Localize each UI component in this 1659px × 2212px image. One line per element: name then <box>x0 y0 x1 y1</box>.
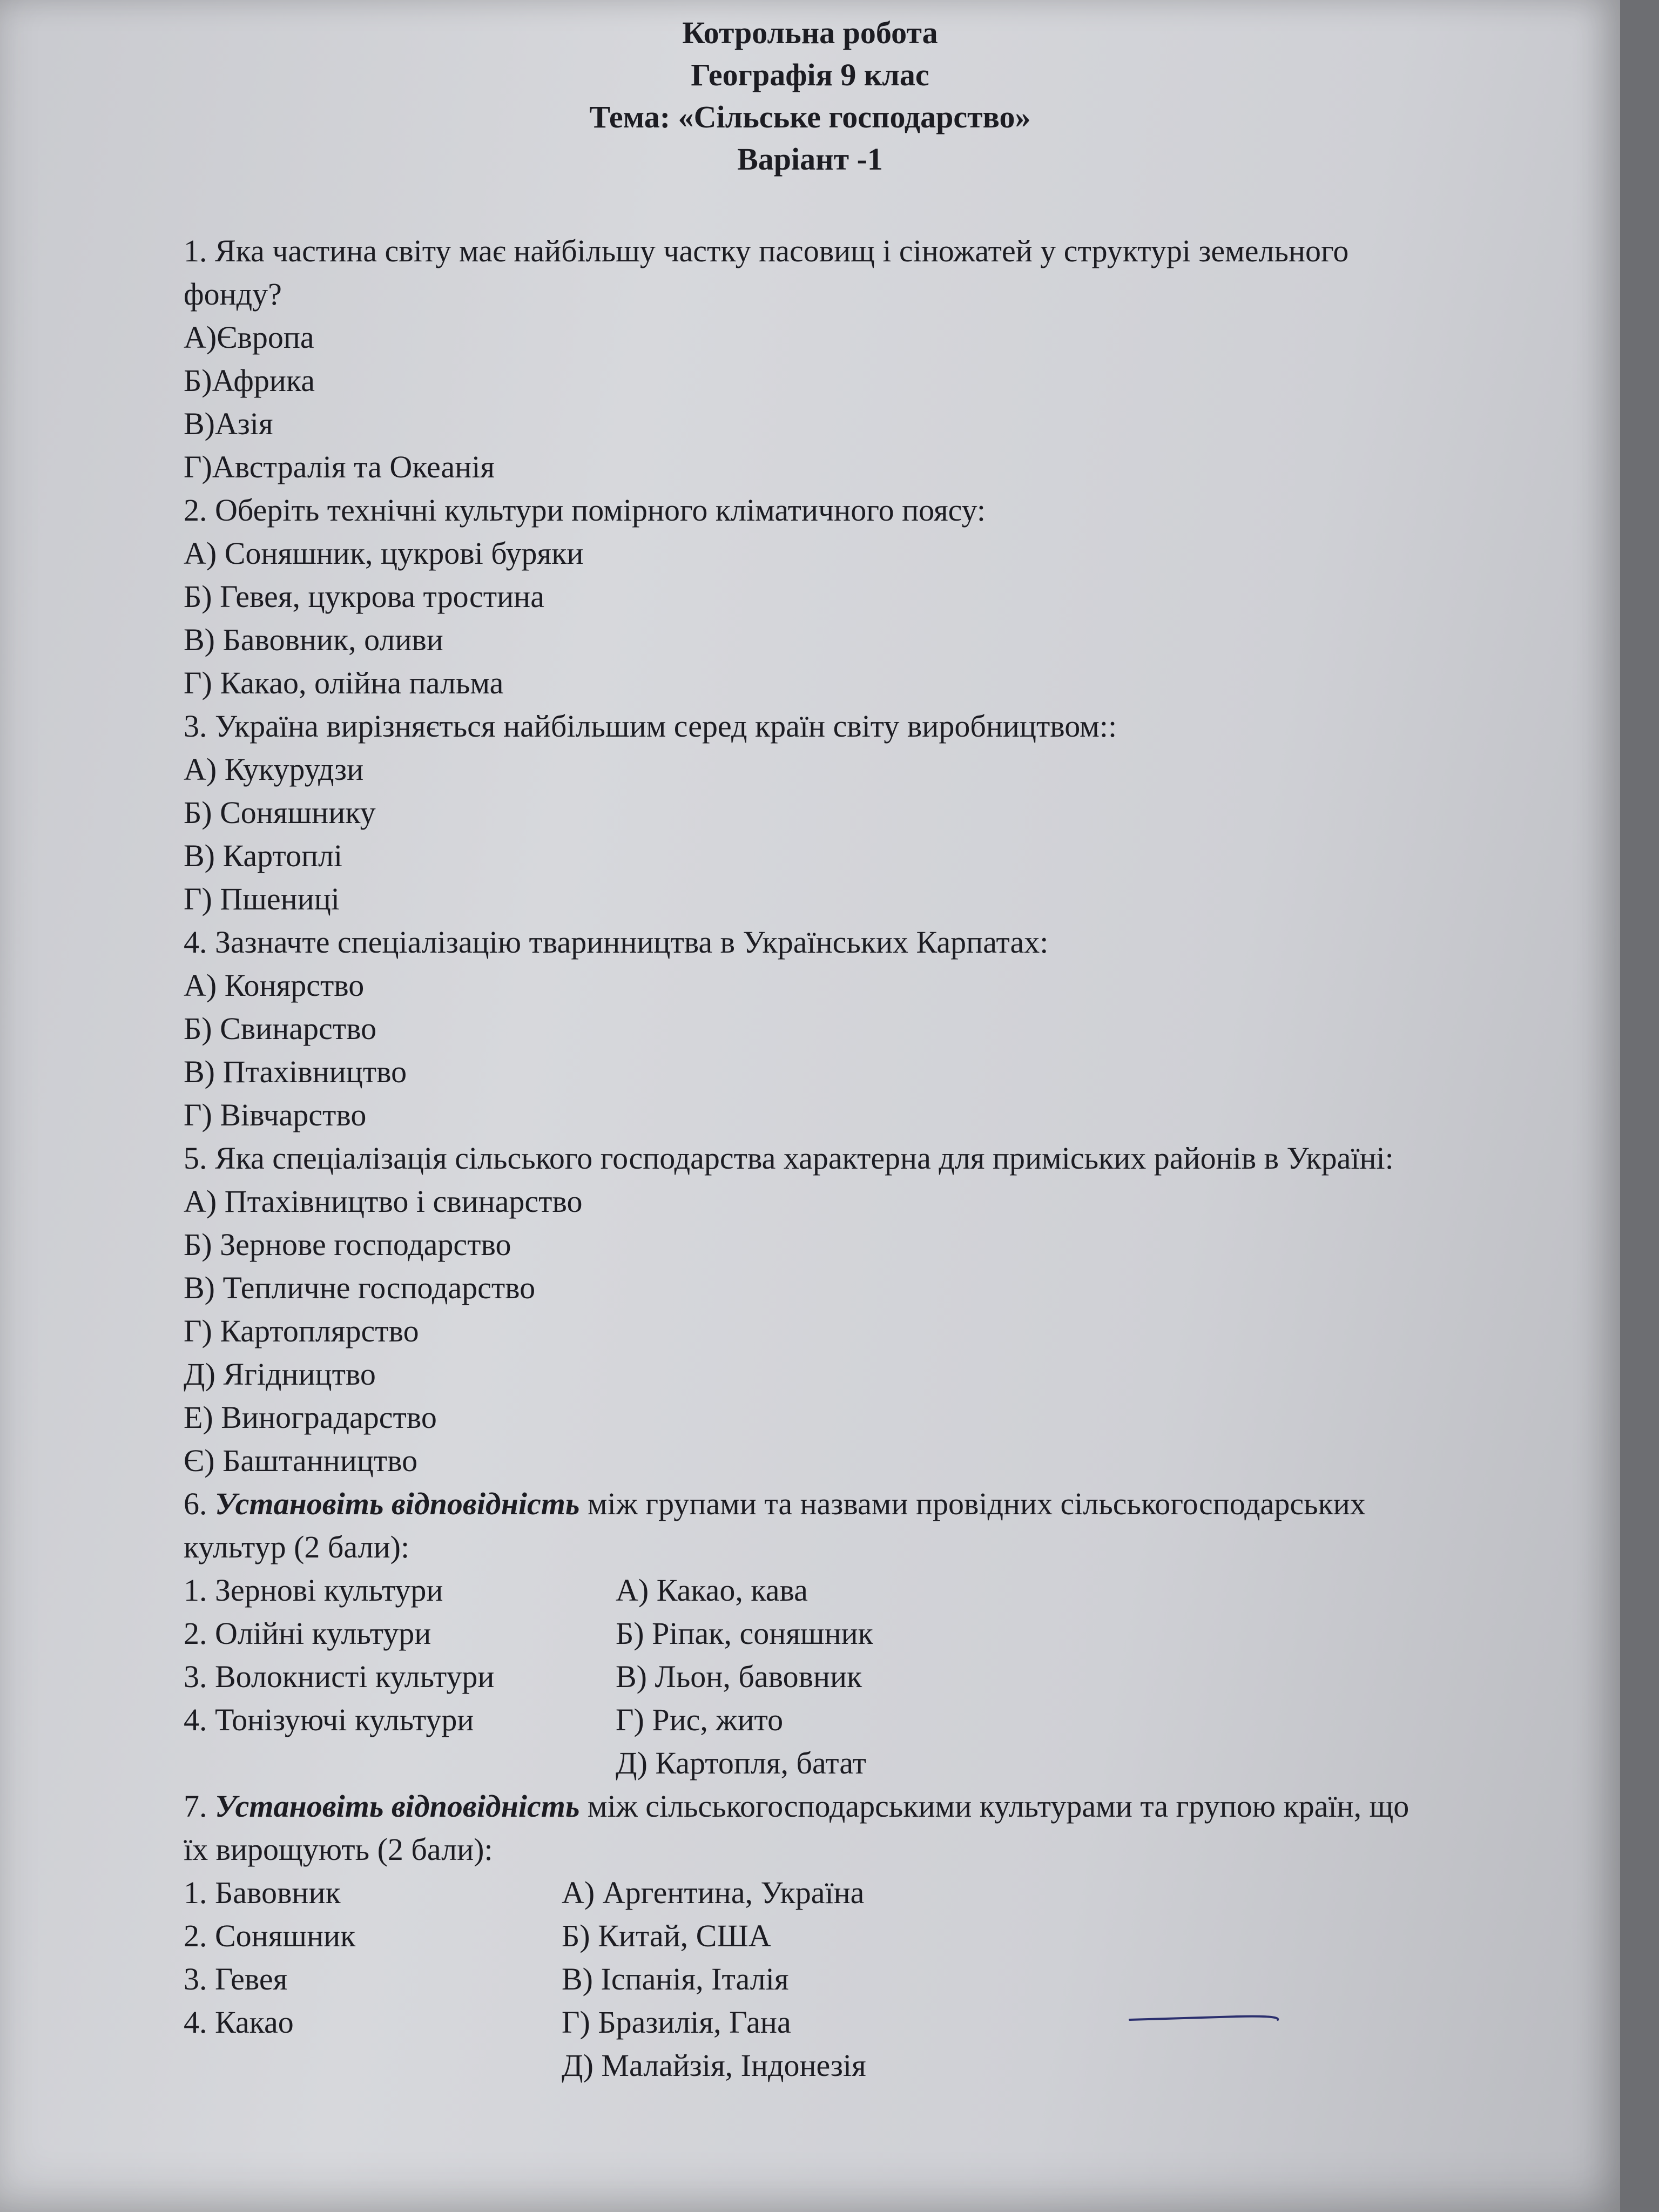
question-7-right-e: Д) Малайзія, Індонезія <box>562 2048 866 2083</box>
pen-stroke-mark <box>1129 2013 1280 2024</box>
question-6-emphasis: Установіть відповідність <box>215 1486 580 1521</box>
question-1-option-d: Г)Австралія та Океанія <box>184 449 495 484</box>
question-1-option-a: А)Європа <box>184 320 314 355</box>
question-1-text: 1. Яка частина світу має найбільшу частку пасовищ і сіножатей у структурі земельного фонду? <box>184 233 1349 312</box>
question-6-right-e: Д) Картопля, батат <box>616 1745 866 1781</box>
question-2-text: 2. Оберіть технічні культури помірного кліматичного поясу: <box>184 493 986 528</box>
question-6-rest: між групами та назвами провідних сільськогосподарських культур (2 бали): <box>184 1486 1366 1564</box>
variant-line: Варіант -1 <box>737 141 883 177</box>
question-7-right-a: А) Аргентина, Україна <box>562 1875 865 1910</box>
document-header <box>0 12 1620 180</box>
topic-line: Тема: «Сільське господарство» <box>589 99 1031 134</box>
question-6-number: 6. <box>184 1486 207 1521</box>
question-2-option-b: Б) Гевея, цукрова тростина <box>184 579 544 614</box>
question-6-right-b: Б) Ріпак, соняшник <box>616 1616 873 1651</box>
question-5-option-f: Е) Виноградарство <box>184 1400 437 1435</box>
question-2-option-a: А) Соняшник, цукрові буряки <box>184 536 584 571</box>
question-3-option-c: В) Картоплі <box>184 838 343 873</box>
question-7-left-4: 4. Какао <box>184 2005 294 2040</box>
question-5-option-e: Д) Ягідництво <box>184 1357 376 1392</box>
questions-body <box>184 230 1426 2087</box>
question-6-left-4: 4. Тонізуючі культури <box>184 1702 474 1737</box>
question-6-left-3: 3. Волокнисті культури <box>184 1659 495 1694</box>
question-6-right-c: В) Льон, бавовник <box>616 1659 862 1694</box>
question-6-right-a: А) Какао, кава <box>616 1573 808 1608</box>
question-7-right-c: В) Іспанія, Італія <box>562 1961 789 1997</box>
question-6-right-d: Г) Рис, жито <box>616 1702 784 1737</box>
question-3-option-a: А) Кукурудзи <box>184 752 364 787</box>
question-6-matching <box>184 1569 1426 1785</box>
question-7-right-b: Б) Китай, США <box>562 1918 771 1953</box>
question-7-right-d: Г) Бразилія, Гана <box>562 2005 791 2040</box>
question-2-option-c: В) Бавовник, оливи <box>184 622 443 657</box>
question-7-left-2: 2. Соняшник <box>184 1918 356 1953</box>
question-7-matching <box>184 1871 1426 2087</box>
subject-line: Географія 9 клас <box>691 57 929 92</box>
question-2-option-d: Г) Какао, олійна пальма <box>184 665 504 700</box>
question-5-option-a: А) Птахівництво і свинарство <box>184 1184 583 1219</box>
question-7-left-1: 1. Бавовник <box>184 1875 341 1910</box>
question-4-option-a: А) Конярство <box>184 968 365 1003</box>
question-7-text <box>184 1785 1426 1871</box>
document-title: Котрольна робота <box>682 15 938 50</box>
question-1-option-b: Б)Африка <box>184 363 315 398</box>
question-7-rest: між сільськогосподарськими культурами та групою країн, що їх вирощують (2 бали): <box>184 1789 1410 1867</box>
question-4-text: 4. Зазначте спеціалізацію тваринництва в Українських Карпатах: <box>184 925 1049 960</box>
question-4-option-c: В) Птахівництво <box>184 1054 407 1089</box>
question-7-left-3: 3. Гевея <box>184 1961 288 1997</box>
question-7-emphasis: Установіть відповідність <box>215 1789 580 1824</box>
question-5-option-c: В) Тепличне господарство <box>184 1270 536 1305</box>
question-7-number: 7. <box>184 1789 207 1824</box>
question-4-option-d: Г) Вівчарство <box>184 1097 367 1132</box>
question-5-option-d: Г) Картоплярство <box>184 1313 419 1348</box>
question-3-option-d: Г) Пшениці <box>184 881 340 916</box>
question-3-option-b: Б) Соняшнику <box>184 795 376 830</box>
question-6-left-2: 2. Олійні культури <box>184 1616 431 1651</box>
question-3-text: 3. Україна вирізняється найбільшим серед країн світу виробництвом:: <box>184 709 1117 744</box>
question-6-text <box>184 1482 1426 1569</box>
question-5-option-g: Є) Баштанництво <box>184 1443 418 1478</box>
question-1-option-c: В)Азія <box>184 406 273 441</box>
question-5-option-b: Б) Зернове господарство <box>184 1227 511 1262</box>
question-5-text: 5. Яка спеціалізація сільського господарства характерна для приміських районів в Україні: <box>184 1141 1394 1176</box>
question-6-left-1: 1. Зернові культури <box>184 1573 443 1608</box>
question-4-option-b: Б) Свинарство <box>184 1011 377 1046</box>
